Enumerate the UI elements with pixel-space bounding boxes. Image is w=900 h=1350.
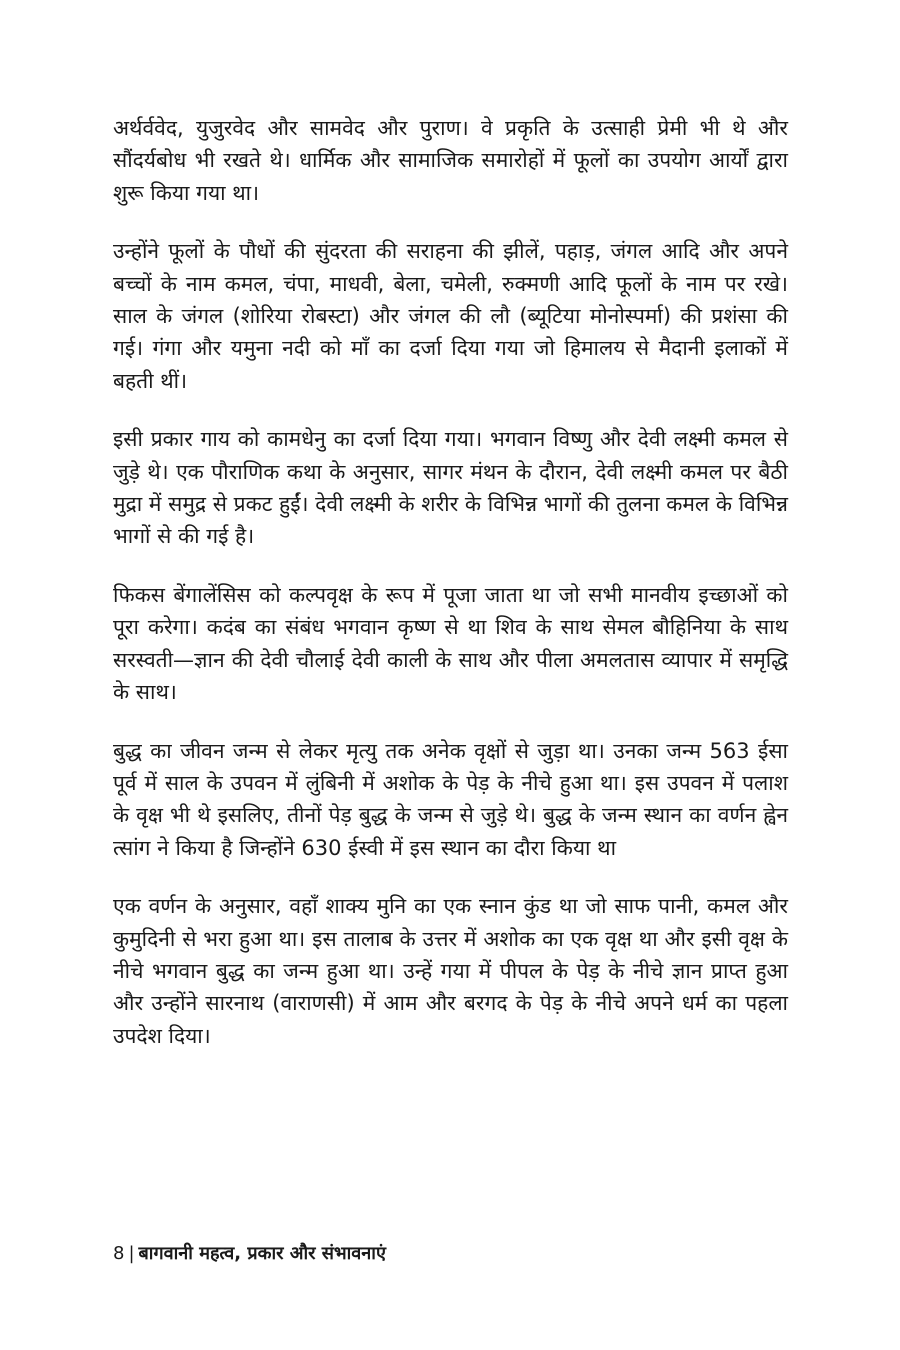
paragraph-4: फिकस बेंगालेंसिस को कल्पवृक्ष के रूप में पूजा जाता था जो सभी मानवीय इच्छाओं को पूरा करेगा। कदंब का संबंध भगवान कृष्ण से था शिव के साथ सेमल बौहिनिया के साथ सरस्वती—ज्ञान की देवी चौलाई देवी काली के साथ और पीला अमलतास व्यापार में समृद्धि के साथ। <box>113 582 788 705</box>
paragraph-2: उन्होंने फूलों के पौधों की सुंदरता की सराहना की झीलें, पहाड़, जंगल आदि और अपने बच्चों के नाम कमल, चंपा, माधवी, बेला, चमेली, रुक्मणी आदि फूलों के नाम पर रखे। साल के जंगल (शोरिया रोबस्टा) और जंगल की लौ (ब्यूटिया मोनोस्पर्मा) की प्रशंसा की गई। गंगा और यमुना नदी को माँ का दर्जा दिया गया जो हिमालय से मैदानी इलाकों में बहती थीं। <box>113 239 788 393</box>
paragraph-6: एक वर्णन के अनुसार, वहाँ शाक्य मुनि का एक स्नान कुंड था जो साफ पानी, कमल और कुमुदिनी से भरा हुआ था। इस तालाब के उत्तर में अशोक का एक वृक्ष था और इसी वृक्ष के नीचे भगवान बुद्ध का जन्म हुआ था। उन्हें गया में पीपल के पेड़ के नीचे ज्ञान प्राप्त हुआ और उन्होंने सारनाथ (वाराणसी) में आम और बरगद के पेड़ के नीचे अपने धर्म का पहला उपदेश दिया। <box>113 894 788 1048</box>
page-number: 8 <box>113 1243 125 1264</box>
paragraph-1: अर्थर्ववेद, युजुरवेद और सामवेद और पुराण। वे प्रकृति के उत्साही प्रेमी भी थे और सौंदर्यबोध भी रखते थे। धार्मिक और सामाजिक समारोहों में फूलों का उपयोग आर्यों द्वारा शुरू किया गया था। <box>113 116 788 205</box>
book-title: बागवानी महत्व, प्रकार और संभावनाएं <box>138 1243 386 1264</box>
paragraph-3: इसी प्रकार गाय को कामधेनु का दर्जा दिया गया। भगवान विष्णु और देवी लक्ष्मी कमल से जुड़े थे। एक पौराणिक कथा के अनुसार, सागर मंथन के दौरान, देवी लक्ष्मी कमल पर बैठी मुद्रा में समुद्र से प्रकट हुईं। देवी लक्ष्मी के शरीर के विभिन्न भागों की तुलना कमल के विभिन्न भागों से की गई है। <box>113 427 788 549</box>
paragraph-5: बुद्ध का जीवन जन्म से लेकर मृत्यु तक अनेक वृक्षों से जुड़ा था। उनका जन्म 563 ईसा पूर्व में साल के उपवन में लुंबिनी में अशोक के पेड़ के नीचे हुआ था। इस उपवन में पलाश के वृक्ष भी थे इसलिए, तीनों पेड़ बुद्ध के जन्म से जुड़े थे। बुद्ध के जन्म स्थान का वर्णन ह्वेन त्सांग ने किया है जिन्होंने 630 ईस्वी में इस स्थान का दौरा किया था <box>113 738 788 860</box>
footer-separator: | <box>128 1243 135 1264</box>
page-body <box>113 112 788 1078</box>
page-footer <box>113 1242 386 1266</box>
